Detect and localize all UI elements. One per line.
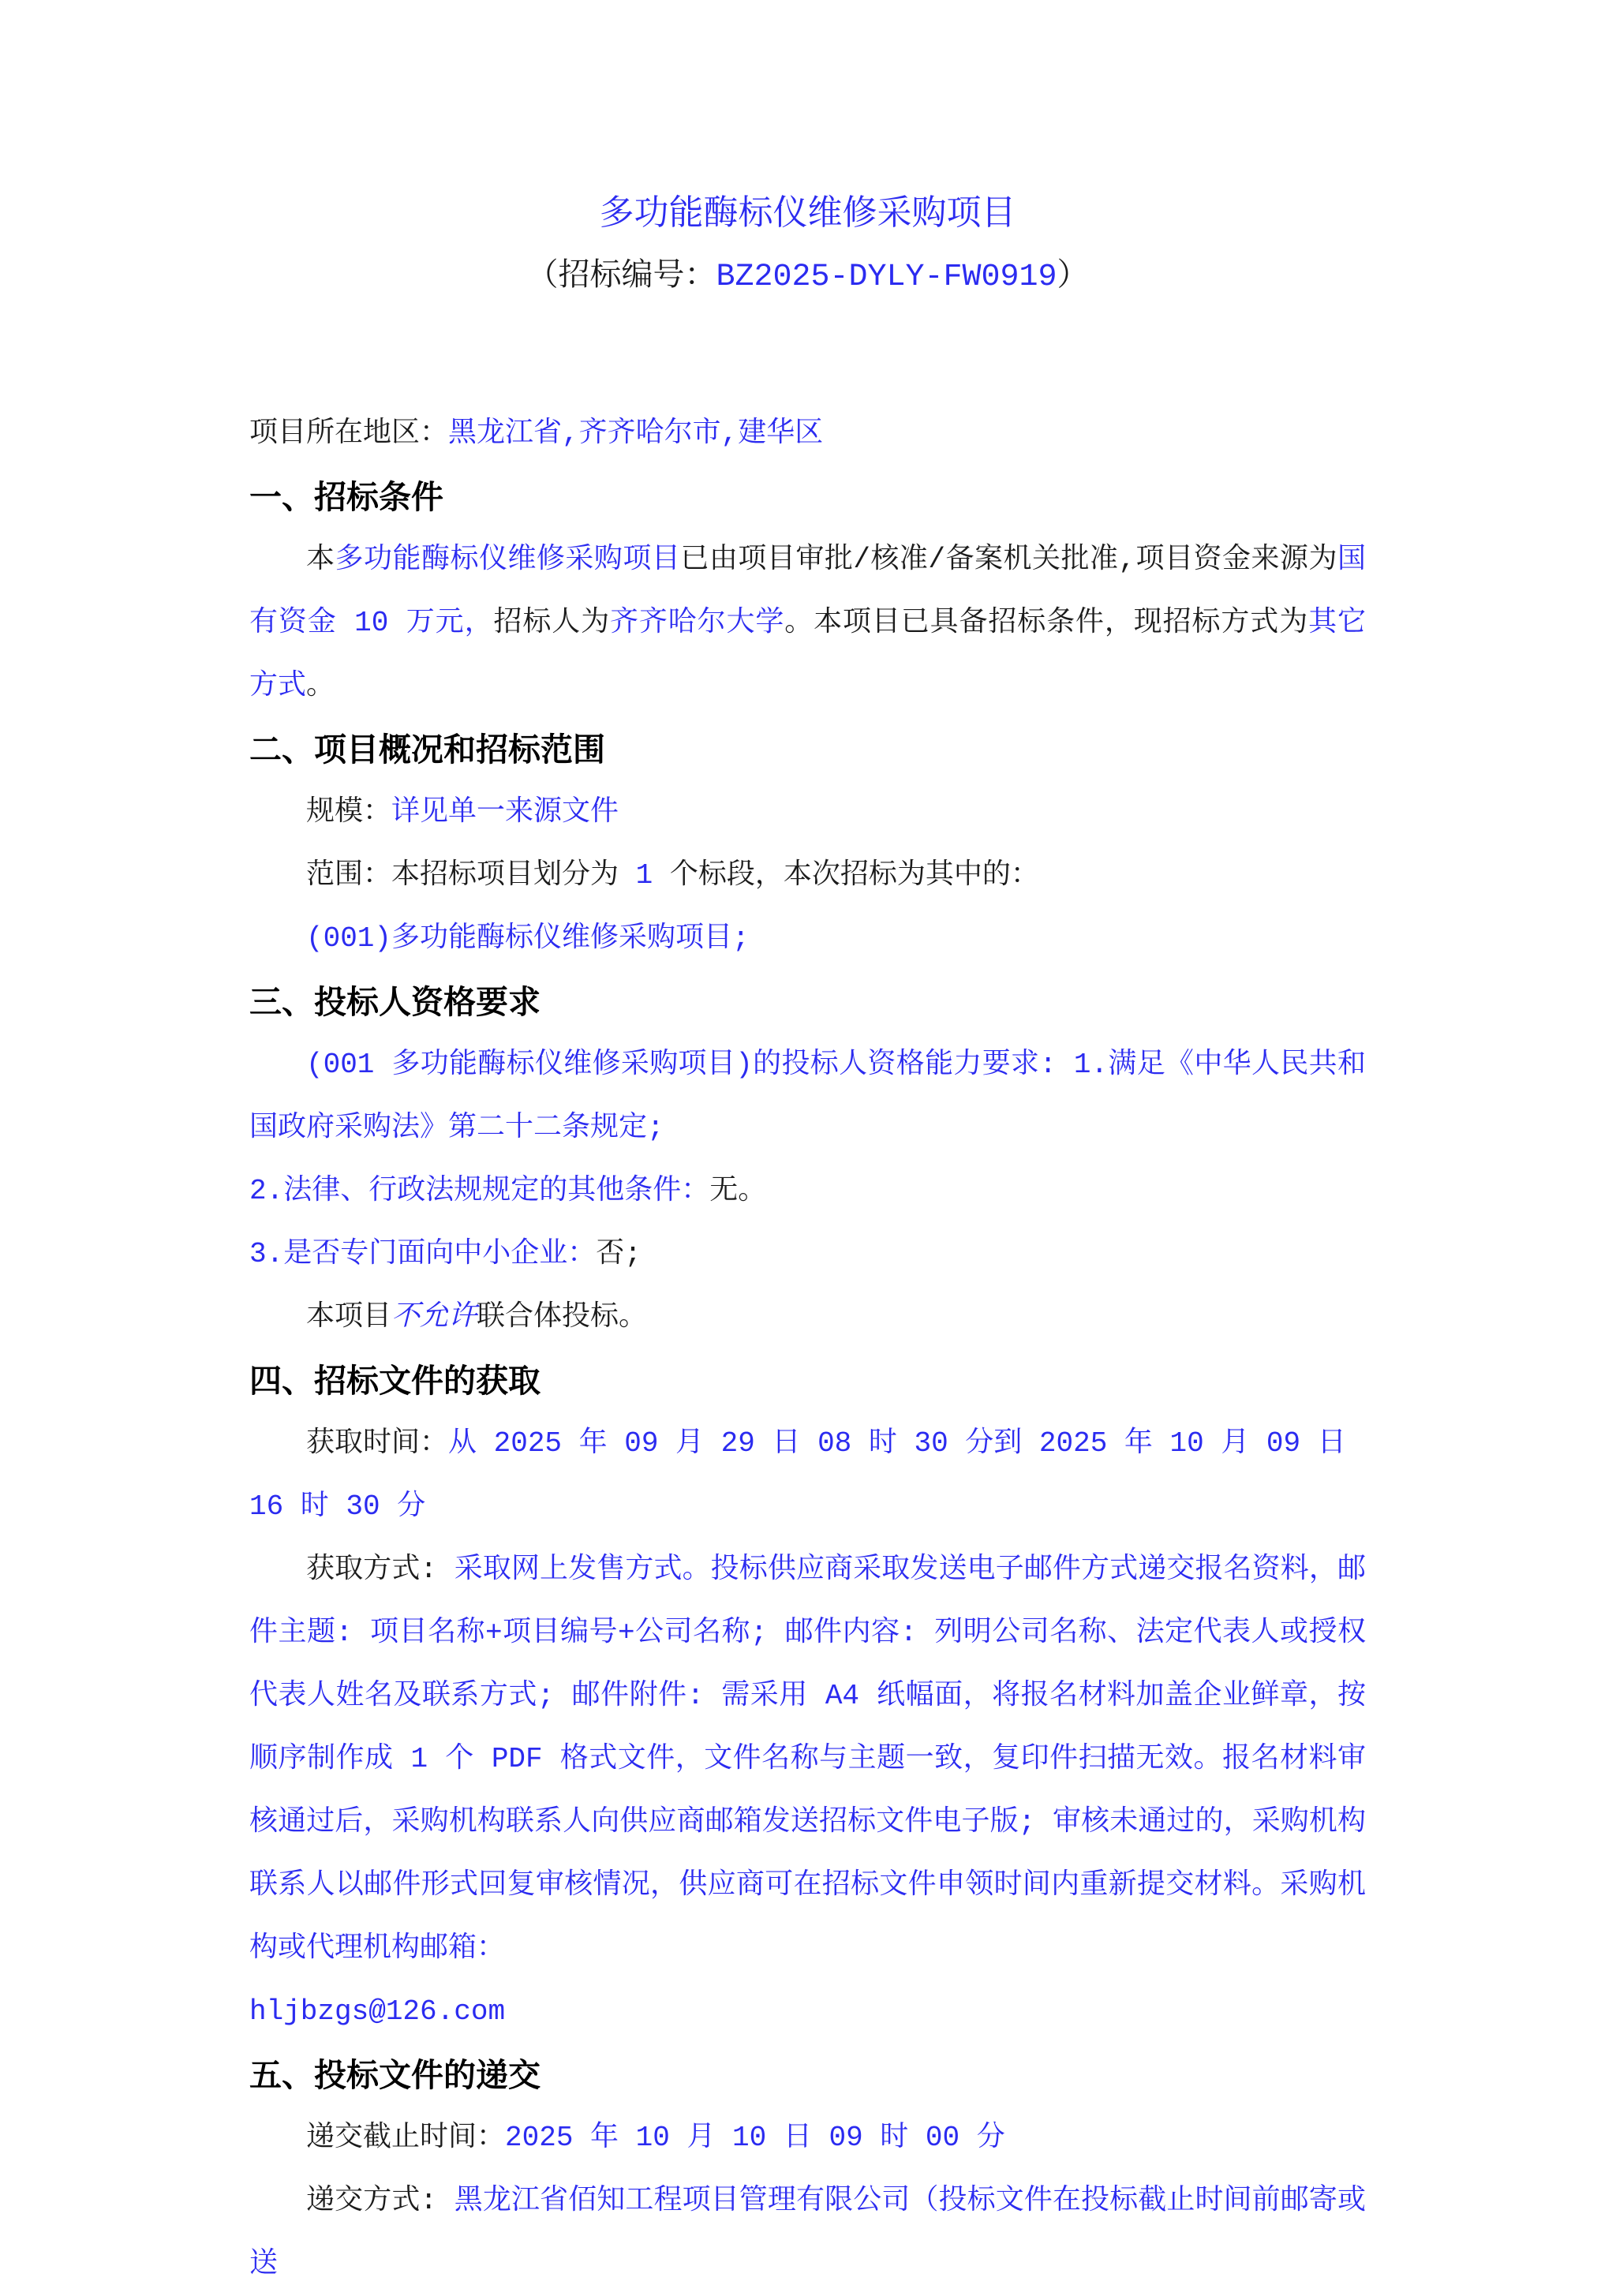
project-location-value: 黑龙江省,齐齐哈尔市,建华区	[448, 417, 824, 450]
agency-email-line	[249, 1980, 1366, 2044]
sme-targeted-line	[249, 1223, 1366, 1286]
submission-method-line	[249, 2170, 1366, 2296]
obtain-time-label: 获取时间：	[306, 1427, 449, 1460]
obtain-time-value: 从 2025 年 09 月 29 日 08 时 30 分到 2025 年 10 月 09 日 16 时 30 分	[249, 1427, 1346, 1523]
submission-method-text: 黑龙江省佰知工程项目管理有限公司（投标文件在投标截止时间前邮寄或送	[249, 2185, 1366, 2280]
section-heading-bid-submission: 五、投标文件的递交	[249, 2057, 541, 2093]
run: 招标人为	[493, 607, 610, 639]
obtain-time-line	[249, 1412, 1366, 1539]
run: 已由项目审批/核准/备案机关批准,项目资金来源为	[680, 544, 1337, 576]
sme-targeted-value: 否;	[596, 1238, 642, 1270]
scope-prefix: 范围：本招标项目划分为	[306, 859, 636, 892]
consortium-bidding-line	[249, 1286, 1366, 1349]
lot-count-value: 1	[635, 859, 653, 892]
qualification-requirement-paragraph	[249, 1034, 1366, 1160]
funding-source-run: 国有资金 10 万元，	[249, 544, 1366, 639]
section-heading-tender-conditions: 一、招标条件	[249, 479, 443, 515]
not-allowed-emphasis: 不允许	[391, 1301, 477, 1333]
submission-method-label: 递交方式:	[306, 2185, 454, 2217]
tenderer-name-run: 齐齐哈尔大学	[609, 607, 785, 639]
qualification-requirement-text: (001 多功能酶标仪维修采购项目)的投标人资格能力要求: 1.满足《中华人民共和国政府采购法》第二十二条规定;	[249, 1049, 1366, 1144]
tender-number-prefix: （招标编号：	[526, 260, 716, 295]
lot-001-text: (001)多功能酶标仪维修采购项目;	[306, 922, 750, 955]
document-title: 多功能酶标仪维修采购项目	[599, 193, 1016, 232]
tender-conditions-paragraph	[249, 529, 1366, 718]
project-scale-line	[249, 781, 1366, 844]
run: 本项目	[306, 1301, 392, 1333]
section-heading-bidder-qualification: 三、投标人资格要求	[249, 984, 541, 1020]
project-location-label: 项目所在地区：	[249, 417, 449, 450]
other-conditions-label: 2.法律、行政法规规定的其他条件：	[249, 1175, 710, 1207]
run: 。本项目已具备招标条件，现招标方式为	[784, 607, 1309, 639]
obtain-method-label: 获取方式:	[306, 1554, 454, 1586]
scope-suffix: 个标段，本次招标为其中的：	[653, 859, 1039, 892]
sme-targeted-label: 3.是否专门面向中小企业：	[249, 1238, 597, 1270]
tender-number-line	[249, 246, 1366, 309]
project-location-line	[249, 402, 1366, 466]
run: 。	[306, 670, 335, 702]
other-conditions-value: 无。	[709, 1175, 767, 1207]
agency-email-value: hljbzgs@126.com	[249, 1995, 506, 2028]
submission-deadline-label: 递交截止时间：	[306, 2122, 506, 2154]
other-conditions-line	[249, 1160, 1366, 1223]
tender-number-value: BZ2025-DYLY-FW0919	[716, 260, 1057, 295]
section-heading-project-overview: 二、项目概况和招标范围	[249, 731, 605, 768]
submission-deadline-value: 2025 年 10 月 10 日 09 时 00 分	[505, 2122, 1005, 2154]
project-scope-line	[249, 844, 1366, 907]
obtain-method-paragraph	[249, 1539, 1366, 1980]
tender-number-suffix: ）	[1057, 260, 1089, 295]
scale-label: 规模：	[306, 796, 392, 828]
lot-001-line	[249, 907, 1366, 970]
run: 联合体投标。	[477, 1301, 648, 1333]
section-heading-document-obtainment: 四、招标文件的获取	[249, 1363, 541, 1399]
obtain-method-text: 采取网上发售方式。投标供应商采取发送电子邮件方式递交报名资料，邮件主题: 项目名称+项目编号+公司名称; 邮件内容: 列明公司名称、法定代表人或授权代表人姓名及联系方式; 邮件附件: 需采用 A4 纸幅面，将报名材料加盖企业鲜章，按顺序制作成 1 个 PDF 格式文件，文件名称与主题一致，复印件扫描无效。报名材料审核通过后，采购机构联系人向供应商邮箱发送招标文件电子版; 审核未通过的，采购机构联系人以邮件形式回复审核情况，供应商可在招标文件申领时间内重新提交材料。采购机构或代理机构邮箱：	[249, 1554, 1366, 1965]
run: 本	[306, 544, 335, 576]
tender-method-run: 其它方式	[249, 607, 1366, 702]
submission-deadline-line	[249, 2107, 1366, 2170]
scale-value: 详见单一来源文件	[391, 796, 619, 828]
project-name-run: 多功能酶标仪维修采购项目	[335, 544, 681, 576]
